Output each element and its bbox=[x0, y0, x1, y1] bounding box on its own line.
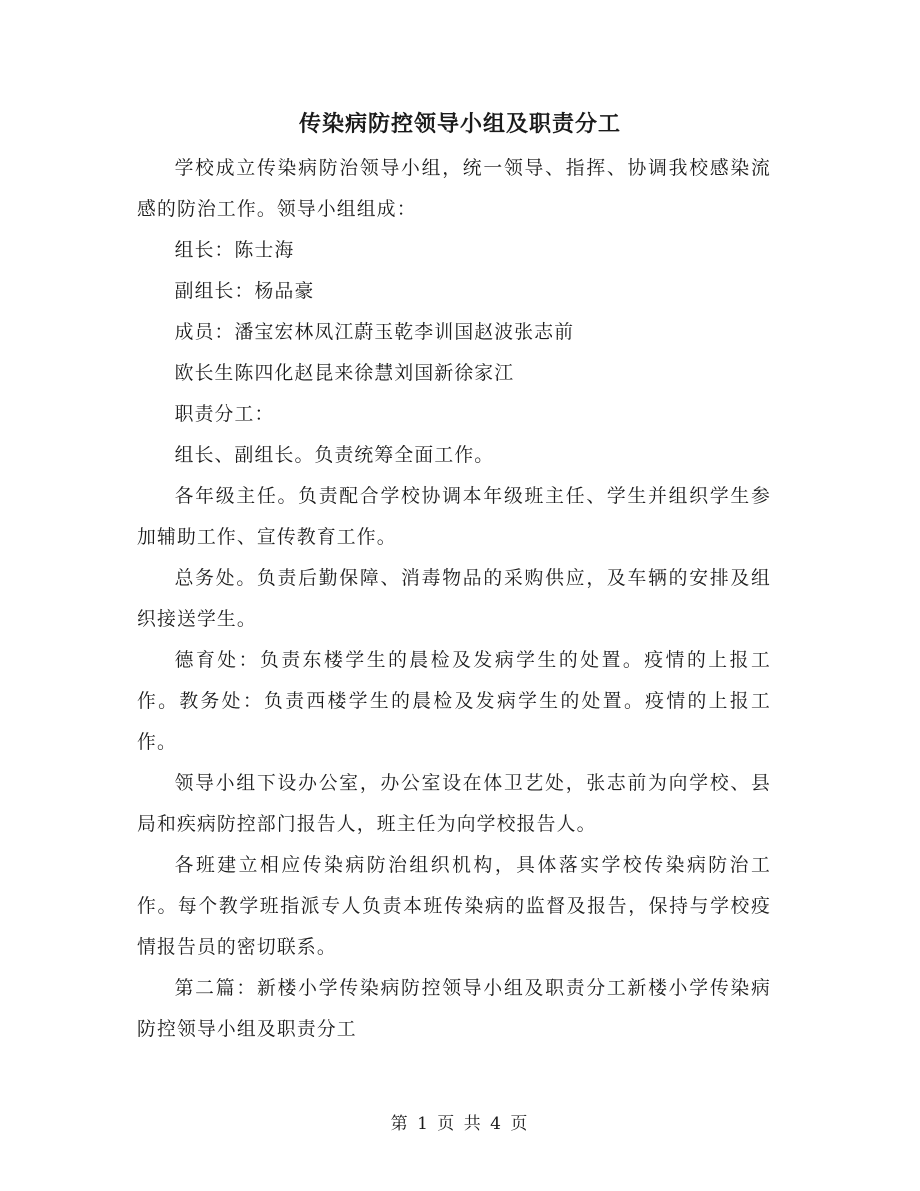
paragraph-intro: 学校成立传染病防治领导小组，统一领导、指挥、协调我校感染流感的防治工作。领导小组组成： bbox=[137, 158, 771, 220]
paragraph-second-article: 第二篇：新楼小学传染病防控领导小组及职责分工新楼小学传染病防控领导小组及职责分工 bbox=[137, 978, 771, 1040]
paragraph-duty-general-affairs: 总务处。负责后勤保障、消毒物品的采购供应，及车辆的安排及组织接送学生。 bbox=[137, 568, 771, 630]
paragraph-duty-moral-education: 德育处：负责东楼学生的晨检及发病学生的处置。疫情的上报工作。教务处：负责西楼学生的晨检及发病学生的处置。疫情的上报工作。 bbox=[137, 650, 771, 753]
paragraph-leader: 组长：陈士海 bbox=[174, 240, 295, 261]
paragraph-members: 成员：潘宝宏林凤江蔚玉乾李训国赵波张志前 bbox=[174, 322, 575, 343]
document-body bbox=[137, 148, 771, 1050]
page-number-footer: 第 1 页 共 4 页 bbox=[390, 1114, 530, 1134]
paragraph-classes: 各班建立相应传染病防治组织机构，具体落实学校传染病防治工作。每个教学班指派专人负责本班传染病的监督及报告，保持与学校疫情报告员的密切联系。 bbox=[137, 855, 771, 958]
paragraph-deputy-leader: 副组长：杨品豪 bbox=[174, 281, 315, 302]
paragraph-duty-leaders: 组长、副组长。负责统筹全面工作。 bbox=[174, 445, 495, 466]
document-title: 传染病防控领导小组及职责分工 bbox=[298, 111, 621, 137]
paragraph-office: 领导小组下设办公室，办公室设在体卫艺处，张志前为向学校、县局和疾病防控部门报告人，班主任为向学校报告人。 bbox=[137, 773, 771, 835]
paragraph-duties-heading: 职责分工： bbox=[174, 404, 275, 425]
paragraph-members-continued: 欧长生陈四化赵昆来徐慧刘国新徐家江 bbox=[174, 363, 515, 384]
paragraph-duty-grade-directors: 各年级主任。负责配合学校协调本年级班主任、学生并组织学生参加辅助工作、宣传教育工作。 bbox=[137, 486, 771, 548]
